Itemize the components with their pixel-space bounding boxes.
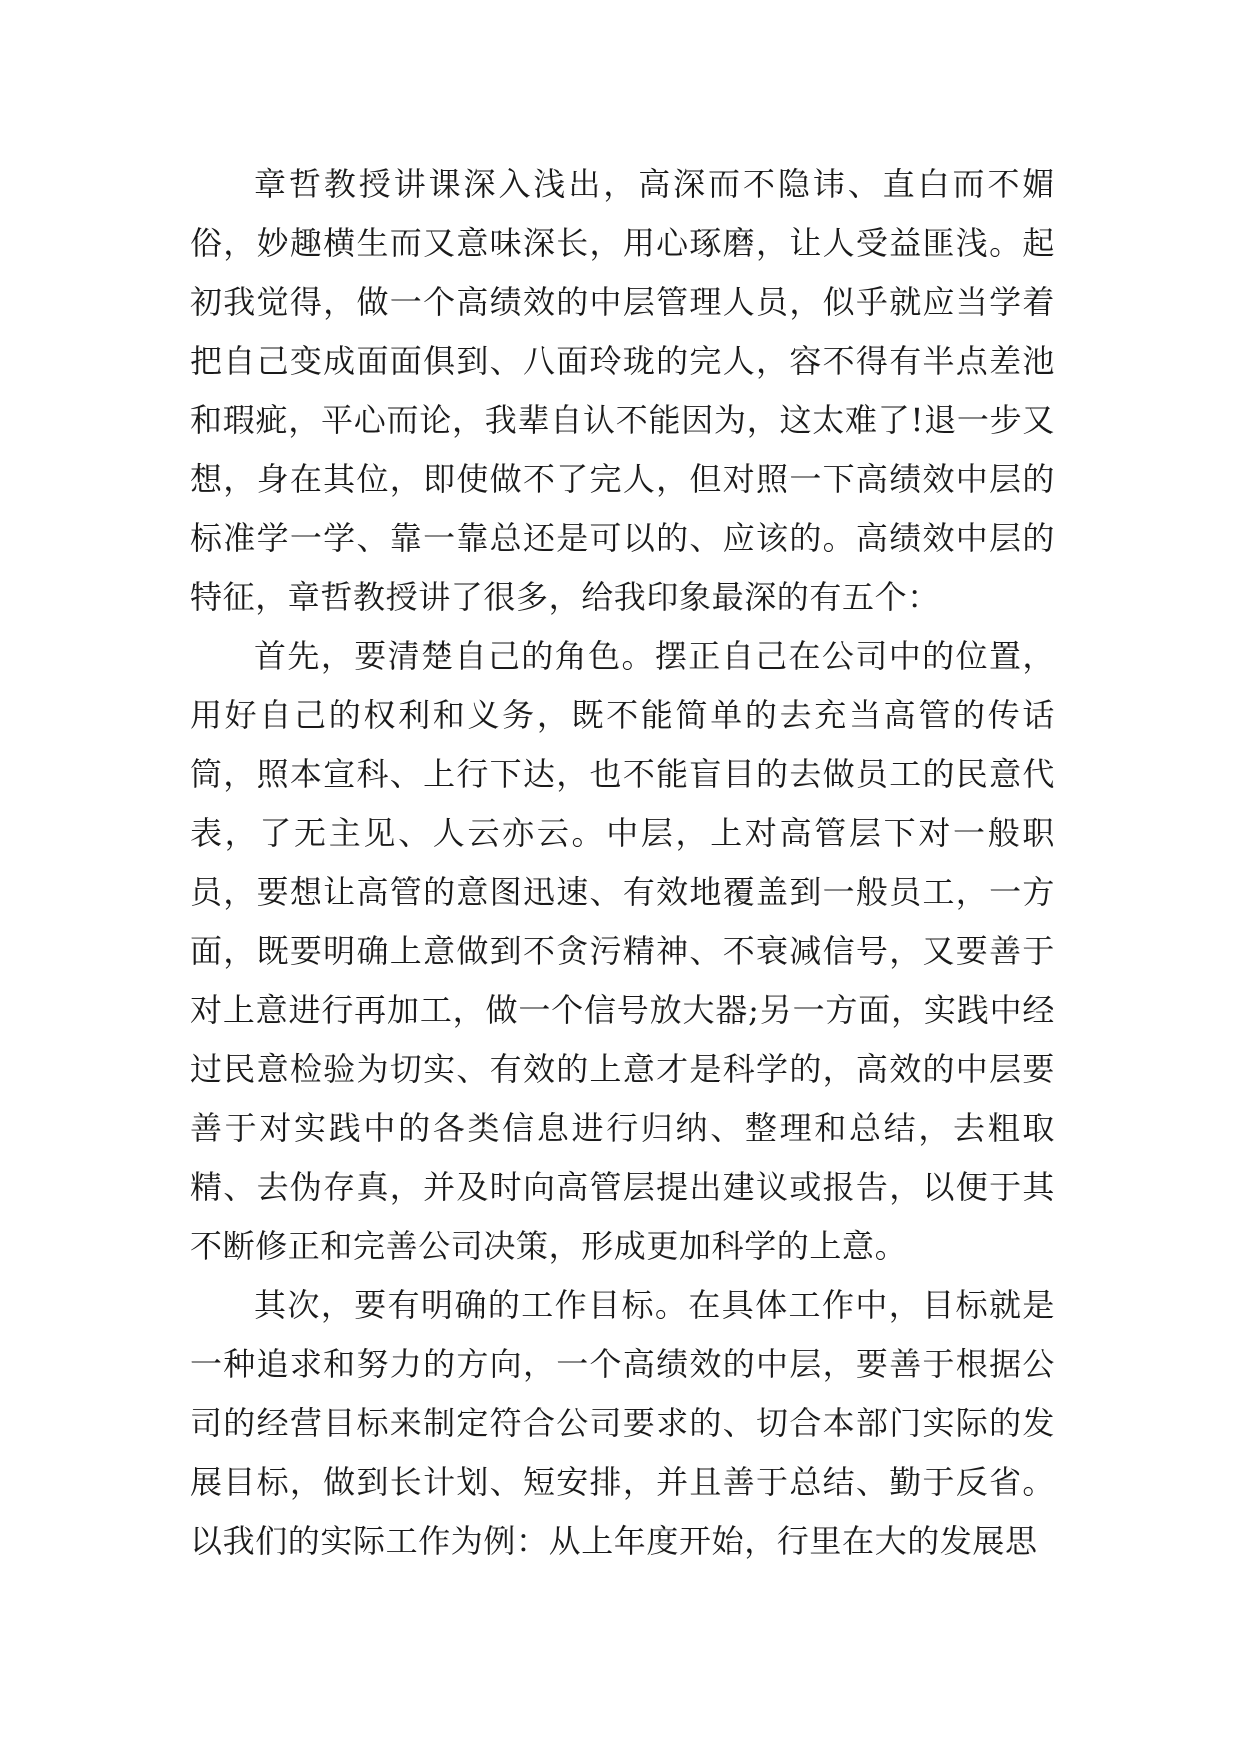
document-body: [190, 155, 1055, 1571]
paragraph-first-point: 首先，要清楚自己的角色。摆正自己在公司中的位置，用好自己的权利和义务，既不能简单的去充当高管的传话筒，照本宣科、上行下达，也不能盲目的去做员工的民意代表，了无主见、人云亦云。中层，上对高管层下对一般职员，要想让高管的意图迅速、有效地覆盖到一般员工，一方面，既要明确上意做到不贪污精神、不衰减信号，又要善于对上意进行再加工，做一个信号放大器;另一方面，实践中经过民意检验为切实、有效的上意才是科学的，高效的中层要善于对实践中的各类信息进行归纳、整理和总结，去粗取精、去伪存真，并及时向高管层提出建议或报告，以便于其不断修正和完善公司决策，形成更加科学的上意。: [190, 637, 1055, 1265]
paragraph-second-point: 其次，要有明确的工作目标。在具体工作中，目标就是一种追求和努力的方向，一个高绩效的中层，要善于根据公司的经营目标来制定符合公司要求的、切合本部门实际的发展目标，做到长计划、短安排，并且善于总结、勤于反省。以我们的实际工作为例：从上年度开始，行里在大的发展思: [190, 1286, 1055, 1560]
paragraph-intro: 章哲教授讲课深入浅出，高深而不隐讳、直白而不媚俗，妙趣横生而又意味深长，用心琢磨，让人受益匪浅。起初我觉得，做一个高绩效的中层管理人员，似乎就应当学着把自己变成面面俱到、八面玲珑的完人，容不得有半点差池和瑕疵，平心而论，我辈自认不能因为，这太难了!退一步又想，身在其位，即使做不了完人，但对照一下高绩效中层的标准学一学、靠一靠总还是可以的、应该的。高绩效中层的特征，章哲教授讲了很多，给我印象最深的有五个：: [190, 165, 1055, 616]
